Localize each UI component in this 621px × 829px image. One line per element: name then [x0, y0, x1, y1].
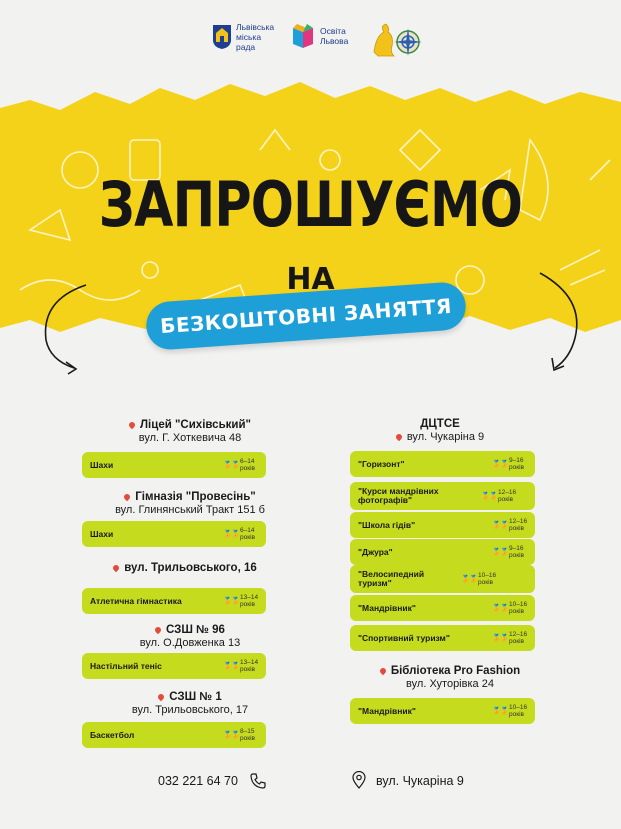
age-range: 12–16 років [509, 518, 528, 532]
class-name: "Мандрівник" [358, 602, 416, 613]
right-curved-arrow-icon [530, 268, 590, 378]
phone-icon [250, 773, 266, 789]
class-row [350, 512, 535, 538]
age-range: 13–14 років [240, 594, 259, 608]
class-row [82, 653, 266, 679]
class-row [350, 451, 535, 477]
class-name: "Спортивний туризм" [358, 632, 450, 643]
age-range: 12–16 років [498, 489, 517, 503]
logo-line: рада [236, 42, 256, 52]
pill-label: БЕЗКОШТОВНІ ЗАНЯТТЯ [159, 293, 453, 339]
venue-trylovskoho-16 [85, 562, 285, 575]
class-row [350, 698, 535, 724]
medal-icon: 🏅🏅 [492, 522, 508, 529]
location-pin-icon [157, 693, 165, 701]
class-row [82, 452, 266, 478]
medal-icon: 🏅🏅 [223, 598, 239, 605]
venue-address: вул. О.Довженка 13 [139, 637, 241, 649]
age-range: 8–15 років [240, 728, 255, 742]
phone-number[interactable]: 032 221 64 70 [158, 774, 238, 788]
class-name: "Велосипедний туризм" [358, 569, 425, 588]
dctse-logos [370, 22, 422, 60]
medal-icon: 🏅🏅 [223, 462, 239, 469]
venue-name: Ліцей "Сихівський" [139, 419, 251, 431]
venue-address: вул. Чукаріна 9 [406, 431, 485, 443]
class-name: "Мандрівник" [358, 705, 416, 716]
age-range: 10–16 років [478, 572, 497, 586]
logo-line: міська [236, 32, 262, 42]
venue-school-96 [90, 624, 290, 650]
medal-icon: 🏅🏅 [223, 531, 239, 538]
age-range: 9–16 років [509, 457, 524, 471]
class-row [82, 722, 266, 748]
class-row [350, 482, 535, 510]
venue-name: ДЦТСЕ [420, 418, 460, 430]
venue-library-pro-fashion [355, 665, 545, 691]
venue-school-1 [90, 691, 290, 717]
logo-line: Львова [320, 36, 349, 46]
medal-icon: 🏅🏅 [223, 732, 239, 739]
class-row [350, 565, 535, 593]
class-name: Настільний теніс [90, 660, 162, 671]
location-icon [352, 771, 366, 789]
osvita-text [320, 26, 348, 46]
class-name: "Школа гідів" [358, 519, 416, 530]
lviv-city-council-logo [212, 22, 274, 52]
age-range: 10–16 років [509, 704, 528, 718]
location-pin-icon [112, 564, 120, 572]
class-name: Атлетична гімнастика [90, 595, 182, 606]
medal-icon: 🏅🏅 [492, 635, 508, 642]
venue-name: вул. Трильовського, 16 [124, 562, 257, 574]
class-row [350, 539, 535, 565]
logo-line: Освіта [320, 26, 346, 36]
class-name: Шахи [90, 459, 114, 470]
venue-name: Гімназія "Провесінь" [135, 491, 256, 503]
osvita-book-icon [290, 22, 316, 50]
lion-and-compass-icon [370, 22, 422, 60]
medal-icon: 🏅🏅 [492, 461, 508, 468]
class-name: Баскетбол [90, 729, 135, 740]
footer-address: вул. Чукаріна 9 [376, 774, 464, 788]
class-row [82, 521, 266, 547]
venue-name: Бібліотека Pro Fashion [390, 665, 521, 677]
class-name: "Джура" [358, 546, 393, 557]
lviv-crest-icon [212, 24, 232, 50]
headline: ЗАПРОШУЄМО [98, 168, 523, 241]
age-range: 6–14 років [240, 458, 255, 472]
age-range: 9–16 років [509, 545, 524, 559]
subheadline: НА [286, 262, 335, 297]
class-name: Шахи [90, 528, 114, 539]
medal-icon: 🏅🏅 [461, 576, 477, 583]
logo-line: Львівська [236, 22, 275, 32]
location-pin-icon [154, 626, 162, 634]
medal-icon: 🏅🏅 [492, 605, 508, 612]
class-name: "Курси мандрівних фотографів" [358, 486, 439, 505]
venue-address: вул. Глинянський Тракт 151 б [115, 504, 265, 516]
header-logos [0, 22, 621, 72]
age-range: 13–14 років [240, 659, 259, 673]
location-pin-icon [128, 421, 136, 429]
venue-address: вул. Г. Хоткевича 48 [138, 432, 242, 444]
venue-gymnasium-provesin [85, 491, 295, 517]
age-range: 12–16 років [509, 631, 528, 645]
lviv-council-text [236, 22, 274, 52]
venue-name: СЗШ № 1 [169, 691, 222, 703]
medal-icon: 🏅🏅 [223, 663, 239, 670]
left-curved-arrow-icon [36, 280, 96, 375]
location-pin-icon [395, 433, 403, 441]
medal-icon: 🏅🏅 [492, 708, 508, 715]
osvita-lvova-logo [290, 22, 348, 50]
venue-address: вул. Хуторівка 24 [406, 678, 494, 690]
class-row [350, 625, 535, 651]
medal-icon: 🏅🏅 [492, 549, 508, 556]
venue-dctse [345, 418, 535, 444]
location-pin-icon [379, 667, 387, 675]
class-row [82, 588, 266, 614]
class-name: "Горизонт" [358, 458, 405, 469]
location-pin-icon [123, 493, 131, 501]
venue-address: вул. Трильовського, 17 [131, 704, 249, 716]
age-range: 10–16 років [509, 601, 528, 615]
venue-name: СЗШ № 96 [166, 624, 225, 636]
class-row [350, 595, 535, 621]
medal-icon: 🏅🏅 [481, 493, 497, 500]
venue-lyceum-sykhivskyi [90, 419, 290, 445]
age-range: 6–14 років [240, 527, 255, 541]
